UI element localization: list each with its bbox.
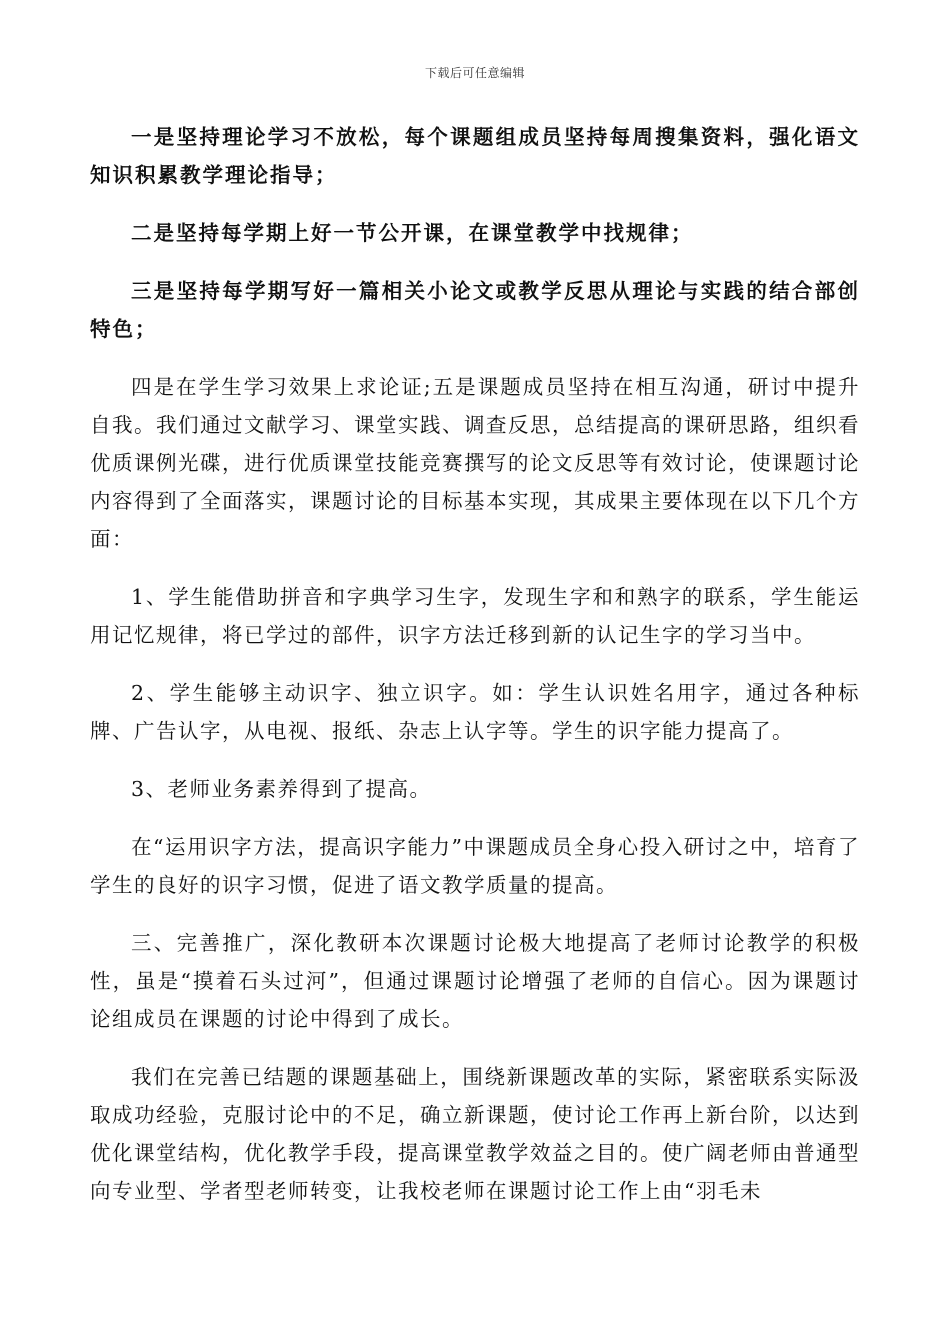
- page-header: 下载后可任意编辑: [424, 66, 525, 80]
- document-body: [90, 118, 860, 1230]
- paragraph-10: 我们在完善已结题的课题基础上，围绕新课题改革的实际，紧密联系实际汲取成功经验，克服讨论中的不足，确立新课题，使讨论工作再上新台阶，以达到优化课堂结构，优化教学手段，提高课堂教学效益之目的。使广阔老师由普通型向专业型、学者型老师转变，让我校老师在课题讨论工作上由“羽毛未: [90, 1065, 860, 1203]
- paragraph-3: 三是坚持每学期写好一篇相关小论文或教学反思从理论与实践的结合部创特色；: [90, 279, 860, 341]
- paragraph-1: 一是坚持理论学习不放松，每个课题组成员坚持每周搜集资料，强化语文知识积累教学理论指导；: [90, 125, 860, 187]
- paragraph-9: 三、完善推广，深化教研本次课题讨论极大地提高了老师讨论教学的积极性，虽是“摸着石头过河”，但通过课题讨论增强了老师的自信心。因为课题讨论组成员在课题的讨论中得到了成长。: [90, 931, 860, 1031]
- paragraph-5: 1、学生能借助拼音和字典学习生字，发现生字和和熟字的联系，学生能运用记忆规律，将已学过的部件，识字方法迁移到新的认记生字的学习当中。: [90, 585, 860, 647]
- paragraph-4: 四是在学生学习效果上求论证;五是课题成员坚持在相互沟通，研讨中提升自我。我们通过文献学习、课堂实践、调查反思，总结提高的课研思路，组织看优质课例光碟，进行优质课堂技能竞赛撰写的论文反思等有效讨论，使课题讨论内容得到了全面落实，课题讨论的目标基本实现，其成果主要体现在以下几个方面：: [90, 375, 860, 551]
- paragraph-8: 在“运用识字方法，提高识字能力”中课题成员全身心投入研讨之中，培育了学生的良好的识字习惯，促进了语文教学质量的提高。: [90, 835, 860, 897]
- paragraph-2: 二是坚持每学期上好一节公开课，在课堂教学中找规律；: [131, 221, 694, 245]
- paragraph-7: 3、老师业务素养得到了提高。: [131, 777, 432, 801]
- paragraph-6: 2、学生能够主动识字、独立识字。如：学生认识姓名用字，通过各种标牌、广告认字，从电视、报纸、杂志上认字等。学生的识字能力提高了。: [90, 681, 860, 743]
